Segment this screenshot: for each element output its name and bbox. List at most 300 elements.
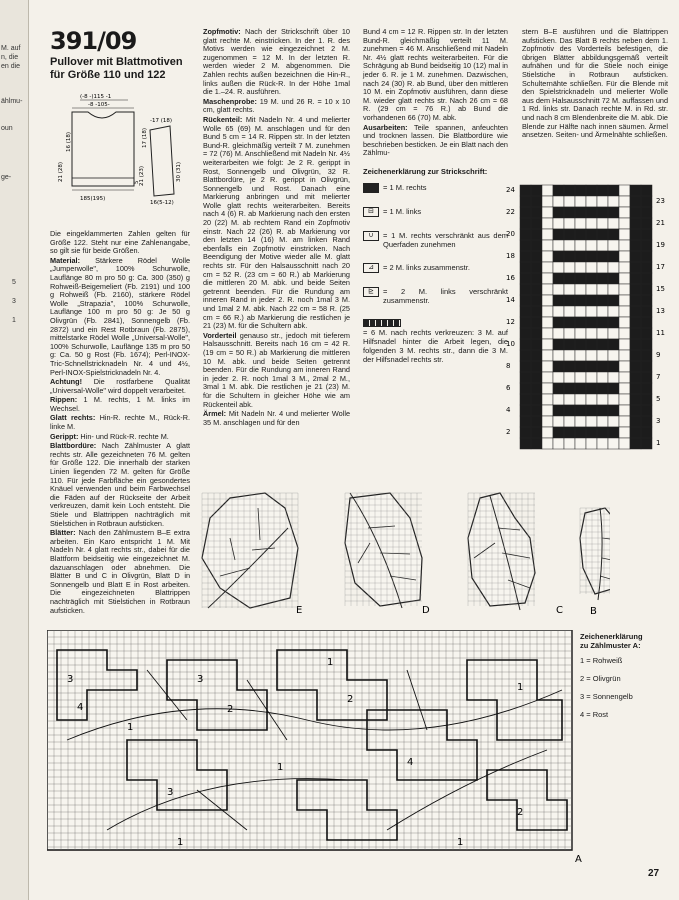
leaf-chart-d bbox=[345, 493, 430, 616]
chart-cell bbox=[520, 328, 531, 339]
chart-cell bbox=[520, 317, 531, 328]
label-glatt: Glatt rechts: bbox=[50, 413, 96, 423]
chart-cell bbox=[619, 416, 630, 427]
chart-cell bbox=[553, 185, 564, 196]
chart-cell bbox=[608, 372, 619, 383]
text-aermel: Mit Nadeln Nr. 4 und melierter Wolle 35 M. anschlagen und für den bbox=[203, 409, 350, 427]
chart-cell bbox=[564, 306, 575, 317]
text-blaetter: Nach den Zählmustern B–E extra arbeiten. Ein Karo entspricht 1 M. Mit Nadeln Nr. 4 glatt rechts str., dabei für die Blattform beidseitig wie eingezeichnet M. dazuanschlagen oder abnehmen. Die Blätter B und C in Olivgrün, Blatt D in Sonnengelb und Blatt E in Rost arbeiten. Die eingezeichneten Blattrippen nachträglich mit Stielstichen in Rotbraun aufsticken. bbox=[50, 528, 190, 615]
chart-cell bbox=[553, 383, 564, 394]
chart-cell bbox=[608, 251, 619, 262]
label-rippen: Rippen: bbox=[50, 395, 78, 405]
chart-cell bbox=[575, 339, 586, 350]
chart-cell bbox=[520, 295, 531, 306]
chart-cell bbox=[553, 361, 564, 372]
chart-cell bbox=[564, 295, 575, 306]
label-blatt: Blattbordüre: bbox=[50, 441, 97, 451]
chart-cell bbox=[608, 306, 619, 317]
legend-text: = 1 M. rechts bbox=[383, 182, 427, 192]
legend-item bbox=[363, 319, 508, 364]
chart-cell bbox=[542, 295, 553, 306]
chart-cell bbox=[542, 383, 553, 394]
chart-cell bbox=[641, 207, 652, 218]
chart-cell bbox=[630, 306, 641, 317]
chart-cell bbox=[531, 218, 542, 229]
chart-cell bbox=[520, 394, 531, 405]
chart-cell bbox=[520, 251, 531, 262]
color-number: 2 bbox=[517, 807, 524, 818]
chart-cell bbox=[542, 361, 553, 372]
label-blaetter: Blätter: bbox=[50, 528, 76, 538]
chart-cell bbox=[630, 317, 641, 328]
chart-cell bbox=[564, 394, 575, 405]
chart-cell bbox=[575, 372, 586, 383]
chart-cell bbox=[575, 185, 586, 196]
paragraph-blaetter bbox=[50, 529, 190, 615]
row-label: 14 bbox=[506, 296, 515, 304]
label-masch: Maschenprobe: bbox=[203, 96, 257, 106]
chart-cell bbox=[608, 361, 619, 372]
chart-cell bbox=[542, 405, 553, 416]
chart-cell bbox=[597, 185, 608, 196]
dim-v4: 21 (23) bbox=[139, 165, 145, 186]
text-rippen: 1 M. rechts, 1 M. links im Wechsel. bbox=[50, 395, 191, 413]
label-zopf: Zopfmotiv: bbox=[203, 27, 241, 36]
chart-cell bbox=[630, 339, 641, 350]
cable-row-labels-left bbox=[506, 186, 515, 436]
chart-a-label: A bbox=[575, 854, 582, 865]
row-label: 16 bbox=[506, 274, 515, 282]
row-label: 9 bbox=[656, 351, 661, 359]
chart-cell bbox=[531, 438, 542, 449]
chart-cell bbox=[531, 196, 542, 207]
chart-cell bbox=[531, 262, 542, 273]
paragraph-bund: Bund 4 cm = 12 R. Rippen str. In der letzten Bund-R. gleichmäßig verteilt 11 M. zunehmen = 46 M. Anschließend mit Nadeln Nr. 4½ glatt rechts weiterarbeiten. Für die Schrägung ab Bund beidseitig 10 (12) mal in jeder 6. R. je 1 M. zunehmen. Dazwischen, nach 24 (30) R. ab Bund, über den mittleren 10 M. ein Zopfmotiv ausführen, dann diese M. wieder glatt rechts str. Nach 26 cm = 68 R. (29 cm = 76 R.) ab Bund die vorhandenen 66 (70) M. abk. bbox=[363, 27, 508, 122]
pattern-number: 391/09 bbox=[50, 27, 137, 55]
chart-cell bbox=[564, 251, 575, 262]
color-number: 4 bbox=[407, 757, 414, 768]
pattern-chart-a bbox=[47, 630, 587, 865]
dim-v5: 30 (31) bbox=[176, 161, 182, 182]
paragraph-glatt bbox=[50, 414, 190, 431]
chart-cell bbox=[553, 229, 564, 240]
chart-cell bbox=[520, 240, 531, 251]
chart-cell bbox=[575, 240, 586, 251]
row-label: 22 bbox=[506, 208, 515, 216]
chart-cell bbox=[619, 196, 630, 207]
edge-line: n, die bbox=[1, 54, 19, 61]
chart-cell bbox=[630, 350, 641, 361]
chart-cell bbox=[586, 383, 597, 394]
chart-cell bbox=[619, 361, 630, 372]
chart-cell bbox=[553, 251, 564, 262]
chart-cell bbox=[564, 405, 575, 416]
legend-text: = 2 M. links verschränkt zusammenstr. bbox=[383, 286, 508, 305]
legend-text: = 1 M. links bbox=[383, 206, 422, 216]
chart-cell bbox=[531, 383, 542, 394]
chart-cell bbox=[586, 361, 597, 372]
chart-cell bbox=[608, 185, 619, 196]
paragraph-material bbox=[50, 257, 190, 377]
chart-cell bbox=[520, 372, 531, 383]
chart-cell bbox=[553, 306, 564, 317]
chart-cell bbox=[608, 339, 619, 350]
chart-cell bbox=[542, 196, 553, 207]
chart-cell bbox=[520, 218, 531, 229]
chart-cell bbox=[553, 372, 564, 383]
chart-cell bbox=[553, 438, 564, 449]
chart-cell bbox=[619, 405, 630, 416]
paragraph-gerippt bbox=[50, 433, 190, 442]
chart-cell bbox=[520, 405, 531, 416]
chart-cell bbox=[564, 317, 575, 328]
chart-cell bbox=[542, 185, 553, 196]
paragraph-vorder bbox=[203, 332, 350, 409]
chart-cell bbox=[641, 438, 652, 449]
chart-cell bbox=[575, 427, 586, 438]
edge-line: ählmu- bbox=[1, 98, 23, 105]
chart-cell bbox=[597, 317, 608, 328]
chart-cell bbox=[630, 240, 641, 251]
chart-cell bbox=[608, 438, 619, 449]
chart-cell bbox=[575, 251, 586, 262]
column-4 bbox=[522, 28, 668, 141]
chart-cell bbox=[586, 262, 597, 273]
chart-cell bbox=[608, 240, 619, 251]
chart-cell bbox=[641, 405, 652, 416]
chart-cell bbox=[619, 427, 630, 438]
schematic-drawing bbox=[50, 86, 190, 226]
chart-cell bbox=[575, 284, 586, 295]
chart-cell bbox=[641, 284, 652, 295]
legend-item bbox=[363, 183, 508, 193]
row-label: 21 bbox=[656, 219, 665, 227]
color-number: 3 bbox=[167, 787, 174, 798]
chart-cell bbox=[641, 229, 652, 240]
chart-cell bbox=[520, 350, 531, 361]
paragraph-intro: Die eingeklammerten Zahlen gelten für Größe 122. Steht nur eine Zahlenangabe, so gilt sie für beide Größen. bbox=[50, 229, 190, 256]
chart-cell bbox=[608, 262, 619, 273]
legend-color-2: 2 = Olivgrün bbox=[580, 674, 621, 683]
dim-v2: 16 (18) bbox=[66, 131, 72, 152]
legend-item bbox=[363, 263, 508, 273]
chart-cell bbox=[586, 372, 597, 383]
chart-cell bbox=[575, 394, 586, 405]
chart-cell bbox=[553, 427, 564, 438]
chart-cell bbox=[575, 218, 586, 229]
color-number: 1 bbox=[177, 837, 184, 848]
text-masch: 19 M. und 26 R. = 10 x 10 cm, glatt rechts. bbox=[203, 96, 351, 115]
chart-cell bbox=[531, 284, 542, 295]
chart-cell bbox=[564, 207, 575, 218]
chart-cell bbox=[531, 251, 542, 262]
chart-cell bbox=[597, 273, 608, 284]
chart-cell bbox=[608, 207, 619, 218]
paragraph-masch bbox=[203, 98, 350, 115]
chart-cell bbox=[564, 273, 575, 284]
chart-cell bbox=[619, 185, 630, 196]
chart-cell bbox=[586, 394, 597, 405]
chart-cell bbox=[575, 350, 586, 361]
edge-num: 3 bbox=[12, 298, 16, 305]
chart-cell bbox=[542, 262, 553, 273]
chart-cell bbox=[586, 240, 597, 251]
row-label: 1 bbox=[656, 439, 661, 447]
page-title bbox=[50, 56, 190, 82]
chart-cell bbox=[586, 273, 597, 284]
chart-cell bbox=[520, 262, 531, 273]
chart-cell bbox=[575, 295, 586, 306]
text-achtung: Die rostfarbene Qualität „Universal-Wolle" wird doppelt verarbeitet. bbox=[50, 377, 190, 395]
chart-cell bbox=[553, 416, 564, 427]
dim-v3: 5 bbox=[134, 180, 140, 184]
chart-cell bbox=[641, 427, 652, 438]
chart-cell bbox=[575, 328, 586, 339]
page-number: 27 bbox=[648, 868, 660, 879]
chart-cell bbox=[531, 229, 542, 240]
column-2 bbox=[203, 28, 350, 428]
edge-line: en die bbox=[1, 63, 21, 70]
chart-cell bbox=[630, 229, 641, 240]
cable-symbol-icon bbox=[363, 319, 401, 327]
chart-cell bbox=[630, 383, 641, 394]
chart-cell bbox=[586, 306, 597, 317]
chart-cell bbox=[619, 295, 630, 306]
chart-cell bbox=[542, 229, 553, 240]
chart-cell bbox=[531, 207, 542, 218]
chart-cell bbox=[619, 240, 630, 251]
chart-cell bbox=[619, 372, 630, 383]
chart-cell bbox=[597, 295, 608, 306]
text-blatt: Nach Zählmuster A glatt rechts str. Alle gezeichneten 76 M. gelten für Größe 122. Die innerhalb der starken Linien liegenden 72 M. gelten für Größe 110. Für jede Farbfläche ein gesondertes Knäuel verwenden und beim Farbwechsel die Fäden auf der Rückseite der Arbeit verkreuzen, damit kein Loch entsteht. Die Stiele und Blattrippen nachträglich mit Stielstichen in Rotbraun aufsticken. bbox=[50, 441, 191, 528]
dim-bottom2: 16(5-12) bbox=[150, 200, 174, 206]
chart-cell bbox=[564, 284, 575, 295]
chart-cell bbox=[597, 251, 608, 262]
chart-cell bbox=[564, 328, 575, 339]
chart-cell bbox=[542, 306, 553, 317]
label-ausarb: Ausarbeiten: bbox=[363, 122, 408, 132]
chart-cell bbox=[564, 427, 575, 438]
chart-cell bbox=[575, 416, 586, 427]
text-ausarb: Teile spannen, anfeuchten und trocknen lassen. Die Blattbordüre wie beschrieben besticken. Je ein Blatt nach den Zählmu- bbox=[363, 122, 508, 158]
chart-cell bbox=[553, 240, 564, 251]
label-aermel: Ärmel: bbox=[203, 409, 227, 419]
cable-chart-grid bbox=[520, 185, 652, 449]
text-zopf: Nach der Strickschrift über 10 glatt rechte M. einstricken. In der 1. R. des Motivs werden wie eingezeichnet 2 M. zugenommen = 12 M. In der letzten R. werden wieder 2 M. abgenommen. Die Zahlen rechts außen bezeichnen die Hin-R., links außen die Rück-R. In der Höhe 1mal die 1.–24. R. ausführen. bbox=[203, 27, 350, 97]
chart-cell bbox=[564, 383, 575, 394]
legend-text: = 1 M. rechts verschränkt aus dem Querfaden zunehmen bbox=[383, 230, 508, 249]
chart-cell bbox=[586, 218, 597, 229]
chart-cell bbox=[641, 273, 652, 284]
chart-cell bbox=[630, 196, 641, 207]
chart-cell bbox=[641, 262, 652, 273]
leaf-label-b: B bbox=[590, 606, 597, 617]
chart-cell bbox=[597, 196, 608, 207]
chart-cell bbox=[586, 207, 597, 218]
dim-top1: (-8 -)115 -1 bbox=[80, 94, 112, 100]
chart-cell bbox=[630, 207, 641, 218]
chart-cell bbox=[564, 361, 575, 372]
paragraph-ausarb bbox=[363, 124, 508, 158]
chart-cell bbox=[531, 306, 542, 317]
chart-cell bbox=[531, 295, 542, 306]
chart-cell bbox=[619, 350, 630, 361]
chart-cell bbox=[630, 416, 641, 427]
chart-cell bbox=[542, 240, 553, 251]
chart-cell bbox=[630, 394, 641, 405]
chart-cell bbox=[542, 273, 553, 284]
chart-cell bbox=[597, 229, 608, 240]
chart-cell bbox=[608, 196, 619, 207]
chart-cell bbox=[641, 295, 652, 306]
row-label: 10 bbox=[506, 340, 515, 348]
chart-cell bbox=[619, 273, 630, 284]
chart-cell bbox=[575, 262, 586, 273]
decrease-tbl-symbol-icon: ⊵ bbox=[363, 287, 379, 297]
previous-page-edge bbox=[0, 0, 29, 900]
chart-cell bbox=[520, 383, 531, 394]
chart-cell bbox=[520, 229, 531, 240]
chart-cell bbox=[531, 273, 542, 284]
chart-cell bbox=[608, 295, 619, 306]
chart-cell bbox=[641, 317, 652, 328]
label-gerippt: Gerippt: bbox=[50, 431, 79, 441]
chart-cell bbox=[564, 438, 575, 449]
chart-cell bbox=[553, 295, 564, 306]
legend-item bbox=[363, 207, 508, 217]
row-label: 24 bbox=[506, 186, 515, 194]
chart-cell bbox=[520, 196, 531, 207]
chart-cell bbox=[586, 295, 597, 306]
dim-v1: 21 (28) bbox=[58, 161, 64, 182]
chart-cell bbox=[542, 416, 553, 427]
chart-cell bbox=[564, 372, 575, 383]
chart-cell bbox=[586, 317, 597, 328]
chart-cell bbox=[520, 273, 531, 284]
chart-cell bbox=[575, 317, 586, 328]
chart-cell bbox=[630, 273, 641, 284]
chart-cell bbox=[553, 284, 564, 295]
text-glatt: Hin-R. rechte M., Rück-R. linke M. bbox=[50, 413, 191, 432]
chart-cell bbox=[597, 361, 608, 372]
label-material: Material: bbox=[50, 255, 81, 265]
row-label: 12 bbox=[506, 318, 515, 326]
chart-cell bbox=[597, 427, 608, 438]
row-label: 20 bbox=[506, 230, 515, 238]
row-label: 8 bbox=[506, 362, 511, 370]
chart-cell bbox=[586, 229, 597, 240]
dim-v6: 17 (18) bbox=[142, 127, 148, 148]
leaf-chart-e bbox=[202, 493, 302, 616]
knit-symbol-icon bbox=[363, 183, 379, 193]
chart-cell bbox=[575, 207, 586, 218]
chart-cell bbox=[531, 416, 542, 427]
chart-cell bbox=[586, 405, 597, 416]
row-label: 2 bbox=[506, 428, 511, 436]
chart-cell bbox=[597, 394, 608, 405]
chart-cell bbox=[597, 207, 608, 218]
chart-cell bbox=[619, 394, 630, 405]
chart-cell bbox=[586, 328, 597, 339]
chart-cell bbox=[641, 185, 652, 196]
chart-cell bbox=[641, 339, 652, 350]
chart-cell bbox=[619, 207, 630, 218]
legend-color-1: 1 = Rohweiß bbox=[580, 656, 623, 665]
chart-cell bbox=[553, 394, 564, 405]
chart-cell bbox=[630, 328, 641, 339]
chart-cell bbox=[586, 196, 597, 207]
chart-cell bbox=[531, 405, 542, 416]
chart-cell bbox=[586, 284, 597, 295]
chart-cell bbox=[564, 185, 575, 196]
chart-cell bbox=[608, 284, 619, 295]
cable-row-labels-right bbox=[656, 197, 665, 447]
chart-cell bbox=[586, 350, 597, 361]
chart-cell bbox=[586, 185, 597, 196]
chart-cell bbox=[553, 218, 564, 229]
chart-a-frame bbox=[47, 630, 572, 850]
row-label: 13 bbox=[656, 307, 665, 315]
chart-cell bbox=[608, 394, 619, 405]
dim-d18: -17 (18) bbox=[150, 118, 173, 124]
chart-cell bbox=[575, 196, 586, 207]
chart-cell bbox=[619, 438, 630, 449]
row-label: 23 bbox=[656, 197, 665, 205]
color-number: 3 bbox=[197, 674, 204, 685]
chart-cell bbox=[597, 416, 608, 427]
paragraph-rippen bbox=[50, 396, 190, 413]
chart-cell bbox=[520, 339, 531, 350]
chart-cell bbox=[586, 416, 597, 427]
chart-cell bbox=[608, 427, 619, 438]
chart-cell bbox=[597, 306, 608, 317]
chart-cell bbox=[542, 251, 553, 262]
color-number: 1 bbox=[327, 657, 334, 668]
chart-cell bbox=[641, 372, 652, 383]
chart-cell bbox=[597, 372, 608, 383]
chart-cell bbox=[520, 438, 531, 449]
row-label: 18 bbox=[506, 252, 515, 260]
chart-cell bbox=[564, 218, 575, 229]
chart-cell bbox=[531, 427, 542, 438]
chart-cell bbox=[597, 405, 608, 416]
increase-symbol-icon: ∪ bbox=[363, 231, 379, 241]
chart-cell bbox=[553, 317, 564, 328]
chart-cell bbox=[520, 306, 531, 317]
row-label: 11 bbox=[656, 329, 665, 337]
chart-cell bbox=[542, 328, 553, 339]
chart-cell bbox=[619, 251, 630, 262]
color-number: 3 bbox=[67, 674, 74, 685]
chart-cell bbox=[619, 284, 630, 295]
legend-item bbox=[363, 231, 508, 249]
chart-cell bbox=[553, 339, 564, 350]
chart-cell bbox=[597, 339, 608, 350]
chart-cell bbox=[608, 317, 619, 328]
dim-top2: -8 -105- bbox=[88, 102, 110, 108]
chart-cell bbox=[564, 416, 575, 427]
paragraph-rueck bbox=[203, 116, 350, 331]
leaf-label-d: D bbox=[422, 605, 430, 616]
row-label: 5 bbox=[656, 395, 661, 403]
purl-symbol-icon: ⊟ bbox=[363, 207, 379, 217]
text-gerippt: Hin- und Rück-R. rechte M. bbox=[80, 431, 169, 441]
legend-heading-line: Zeichenerklärung bbox=[580, 632, 643, 641]
chart-cell bbox=[553, 350, 564, 361]
chart-cell bbox=[597, 262, 608, 273]
chart-cell bbox=[641, 251, 652, 262]
paragraph-zopf bbox=[203, 28, 350, 97]
